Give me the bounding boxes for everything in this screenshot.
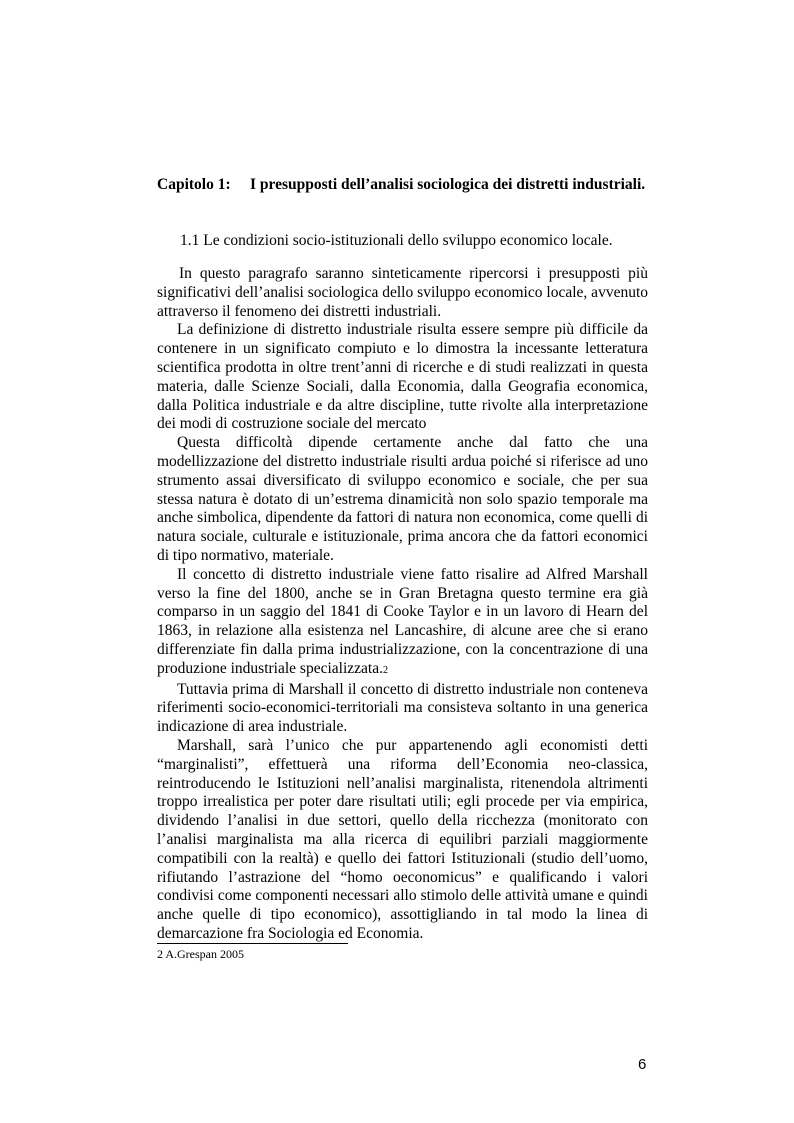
chapter-label: Capitolo 1: xyxy=(157,176,231,193)
footnote xyxy=(157,946,244,962)
footnote-number: 2 xyxy=(157,947,163,961)
section-heading: 1.1 Le condizioni socio-istituzionali dello sviluppo economico locale. xyxy=(180,232,613,249)
paragraph-6: Marshall, sarà l’unico che pur appartenendo agli economisti detti “marginalisti”, effettuerà una riforma dell’Economia neo-classica, reintroducendo le Istituzioni nell’analisi marginalista, ritenendola altrimenti troppo irrealistica per poter dare risultati utili; egli procede per via empirica, dividendo l’analisi in due settori, quello della ricchezza (monitorato con l’analisi marginalista ma alla ricerca di equilibri parziali maggiormente compatibili con la realtà) e quello dei fattori Istituzionali (studio dell’uomo, rifiutando l’astrazione del “homo oeconomicus” e qualificando i valori condivisi come componenti necessari allo stimolo delle attività umane e quindi anche quelle di tipo economico), assottigliando in tal modo la linea di demarcazione fra Sociologia ed Economia. xyxy=(157,736,648,942)
footnote-text: A.Grespan 2005 xyxy=(165,947,244,961)
paragraph-3: Questa difficoltà dipende certamente anche dal fatto che una modellizzazione del distretto industriale risulti ardua poiché si riferisce ad uno strumento assai diversificato di sviluppo economico e sociale, che per sua stessa natura è dotato di un’estrema dinamicità non solo spazio temporale ma anche simbolica, dipendente da fattori di natura non economica, come quelli di natura sociale, culturale e istituzionale, prima ancora che da fattori economici di tipo normativo, materiale. xyxy=(157,434,648,564)
footnote-reference[interactable]: 2 xyxy=(382,664,388,676)
paragraph-1: In questo paragrafo saranno sinteticamente ripercorsi i presupposti più significativi dell’analisi sociologica dello sviluppo economico locale, avvenuto attraverso il fenomeno dei distretti industriali. xyxy=(157,265,648,320)
page-number: 6 xyxy=(638,1056,647,1073)
paragraph-4-text: Il concetto di distretto industriale viene fatto risalire ad Alfred Marshall verso la fine del 1800, anche se in Gran Bretagna questo termine era già comparso in un saggio del 1841 di Cooke Taylor e in un lavoro di Hearn del 1863, in relazione alla esistenza nel Lancashire, di alcune aree che si erano differenziate fin dalla prima industrializzazione, con la concentrazione di una produzione industriale specializzata. xyxy=(157,565,648,677)
footnote-divider xyxy=(157,943,348,944)
body-text xyxy=(157,265,648,944)
chapter-title: I presupposti dell’analisi sociologica dei distretti industriali. xyxy=(250,176,646,193)
paragraph-5: Tuttavia prima di Marshall il concetto di distretto industriale non conteneva riferimenti socio-economici-territoriali ma consisteva soltanto in una generica indicazione di area industriale. xyxy=(157,680,648,736)
paragraph-4 xyxy=(157,566,648,681)
paragraph-2: La definizione di distretto industriale risulta essere sempre più difficile da contenere in un significato compiuto e lo dimostra la incessante letteratura scientifica prodotta in oltre trent’anni di ricerche e di studi realizzati in questa materia, dalle Scienze Sociali, dalla Economia, dalla Geografia economica, dalla Politica industriale e da altre discipline, tutte rivolte alla interpretazione dei modi di costruzione sociale del mercato xyxy=(157,321,648,433)
